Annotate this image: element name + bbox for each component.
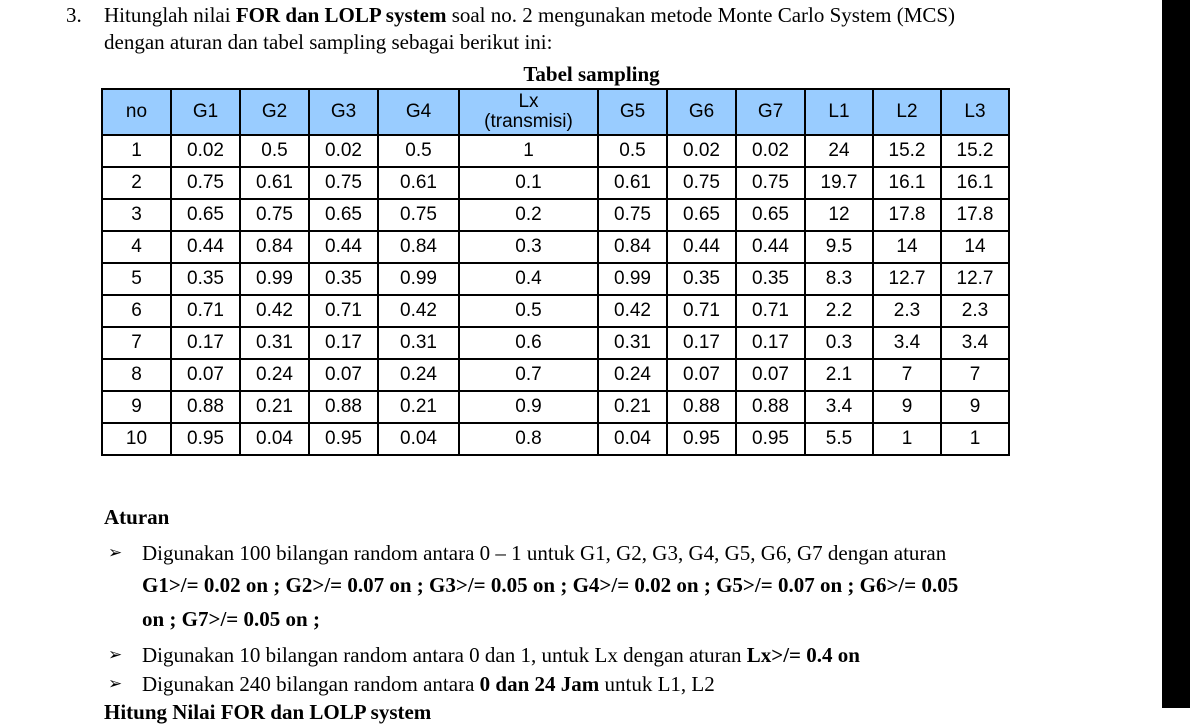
table-cell: 0.71 bbox=[667, 295, 736, 327]
header-lx-label: Lx bbox=[518, 91, 539, 112]
rule-3-text-pre: Digunakan 240 bilangan random antara bbox=[142, 672, 480, 696]
table-cell: 5.5 bbox=[805, 423, 873, 455]
table-cell: 0.84 bbox=[598, 231, 667, 263]
table-cell: 0.2 bbox=[459, 199, 598, 231]
table-row bbox=[102, 327, 1009, 359]
arrowhead-bullet-icon: ➢ bbox=[108, 645, 123, 665]
table-cell: 0.99 bbox=[240, 263, 309, 295]
table-row bbox=[102, 391, 1009, 423]
table-cell: 24 bbox=[805, 135, 873, 167]
table-cell: 0.95 bbox=[667, 423, 736, 455]
table-cell: 0.02 bbox=[309, 135, 378, 167]
table-cell: 0.88 bbox=[667, 391, 736, 423]
table-cell: 1 bbox=[873, 423, 941, 455]
rule-1-conditions-line-1: G1>/= 0.02 on ; G2>/= 0.07 on ; G3>/= 0.05 on ; G4>/= 0.02 on ; G5>/= 0.07 on ; G6>/= 0.05 bbox=[142, 573, 959, 597]
header-no: no bbox=[102, 89, 171, 135]
table-cell: 0.84 bbox=[378, 231, 459, 263]
table-cell: 0.71 bbox=[309, 295, 378, 327]
header-l2: L2 bbox=[873, 89, 941, 135]
table-cell: 0.31 bbox=[378, 327, 459, 359]
table-cell: 14 bbox=[941, 231, 1009, 263]
table-cell: 19.7 bbox=[805, 167, 873, 199]
table-cell: 0.88 bbox=[309, 391, 378, 423]
question-line-2: dengan aturan dan tabel sampling sebagai berikut ini: bbox=[104, 30, 553, 54]
table-cell: 0.5 bbox=[598, 135, 667, 167]
table-title: Tabel sampling bbox=[523, 62, 660, 86]
table-cell: 0.71 bbox=[171, 295, 240, 327]
table-cell: 0.02 bbox=[736, 135, 805, 167]
table-cell: 0.88 bbox=[171, 391, 240, 423]
table-cell: 15.2 bbox=[941, 135, 1009, 167]
question-text-post: soal no. 2 mengunakan metode Monte Carlo System (MCS) bbox=[446, 3, 956, 27]
arrowhead-bullet-icon: ➢ bbox=[108, 674, 123, 694]
table-cell: 5 bbox=[102, 263, 171, 295]
table-cell: 0.04 bbox=[378, 423, 459, 455]
question-number: 3. bbox=[66, 3, 82, 27]
rule-2-text: Digunakan 10 bilangan random antara 0 dan 1, untuk Lx dengan aturan bbox=[142, 643, 747, 667]
table-cell: 7 bbox=[941, 359, 1009, 391]
table-cell: 0.17 bbox=[171, 327, 240, 359]
table-cell: 0.44 bbox=[309, 231, 378, 263]
table-cell: 0.24 bbox=[240, 359, 309, 391]
table-cell: 0.3 bbox=[459, 231, 598, 263]
table-cell: 0.07 bbox=[667, 359, 736, 391]
table-cell: 0.04 bbox=[598, 423, 667, 455]
table-cell: 0.35 bbox=[736, 263, 805, 295]
header-g3: G3 bbox=[309, 89, 378, 135]
header-l3: L3 bbox=[941, 89, 1009, 135]
table-cell: 0.88 bbox=[736, 391, 805, 423]
table-cell: 0.75 bbox=[667, 167, 736, 199]
header-lx-sub: (transmisi) bbox=[484, 111, 573, 132]
table-cell: 0.44 bbox=[667, 231, 736, 263]
table-cell: 9 bbox=[102, 391, 171, 423]
table-cell: 0.02 bbox=[667, 135, 736, 167]
table-cell: 16.1 bbox=[941, 167, 1009, 199]
header-g6: G6 bbox=[667, 89, 736, 135]
table-cell: 0.17 bbox=[736, 327, 805, 359]
table-cell: 15.2 bbox=[873, 135, 941, 167]
table-cell: 16.1 bbox=[873, 167, 941, 199]
table-cell: 1 bbox=[941, 423, 1009, 455]
table-header-row bbox=[102, 89, 1009, 135]
rule-1 bbox=[104, 538, 958, 568]
rule-2 bbox=[104, 640, 958, 670]
table-cell: 0.04 bbox=[240, 423, 309, 455]
table-cell: 0.4 bbox=[459, 263, 598, 295]
table-cell: 4 bbox=[102, 231, 171, 263]
table-body bbox=[102, 135, 1009, 455]
table-cell: 0.7 bbox=[459, 359, 598, 391]
table-cell: 0.42 bbox=[240, 295, 309, 327]
table-cell: 2.3 bbox=[873, 295, 941, 327]
sampling-table bbox=[101, 88, 1010, 456]
table-cell: 7 bbox=[873, 359, 941, 391]
table-cell: 12 bbox=[805, 199, 873, 231]
final-instruction: Hitung Nilai FOR dan LOLP system bbox=[104, 700, 432, 724]
table-cell: 0.99 bbox=[598, 263, 667, 295]
table-row bbox=[102, 199, 1009, 231]
table-cell: 0.35 bbox=[171, 263, 240, 295]
table-cell: 0.21 bbox=[240, 391, 309, 423]
table-cell: 9.5 bbox=[805, 231, 873, 263]
table-cell: 0.61 bbox=[598, 167, 667, 199]
table-cell: 2.1 bbox=[805, 359, 873, 391]
rule-3-range: 0 dan 24 Jam bbox=[479, 672, 600, 696]
table-cell: 0.75 bbox=[171, 167, 240, 199]
table-cell: 8 bbox=[102, 359, 171, 391]
table-cell: 0.07 bbox=[736, 359, 805, 391]
table-row bbox=[102, 423, 1009, 455]
table-cell: 0.35 bbox=[667, 263, 736, 295]
table-cell: 0.24 bbox=[378, 359, 459, 391]
table-cell: 0.61 bbox=[378, 167, 459, 199]
table-cell: 9 bbox=[941, 391, 1009, 423]
table-cell: 9 bbox=[873, 391, 941, 423]
table-cell: 0.31 bbox=[598, 327, 667, 359]
table-cell: 10 bbox=[102, 423, 171, 455]
question-line-1 bbox=[66, 2, 955, 28]
table-cell: 0.84 bbox=[240, 231, 309, 263]
header-g2: G2 bbox=[240, 89, 309, 135]
table-cell: 0.75 bbox=[598, 199, 667, 231]
header-g7: G7 bbox=[736, 89, 805, 135]
table-cell: 0.61 bbox=[240, 167, 309, 199]
table-row bbox=[102, 231, 1009, 263]
table-cell: 2.3 bbox=[941, 295, 1009, 327]
table-cell: 8.3 bbox=[805, 263, 873, 295]
table-cell: 0.99 bbox=[378, 263, 459, 295]
table-cell: 17.8 bbox=[873, 199, 941, 231]
rules-section bbox=[104, 504, 958, 726]
table-cell: 0.6 bbox=[459, 327, 598, 359]
table-cell: 0.65 bbox=[736, 199, 805, 231]
table-cell: 17.8 bbox=[941, 199, 1009, 231]
table-cell: 0.5 bbox=[459, 295, 598, 327]
table-cell: 0.9 bbox=[459, 391, 598, 423]
header-lx bbox=[459, 89, 598, 135]
table-cell: 6 bbox=[102, 295, 171, 327]
table-row bbox=[102, 263, 1009, 295]
question-text-bold: FOR dan LOLP system bbox=[235, 3, 447, 27]
table-row bbox=[102, 135, 1009, 167]
table-cell: 0.07 bbox=[171, 359, 240, 391]
table-cell: 0.21 bbox=[598, 391, 667, 423]
table-cell: 0.42 bbox=[598, 295, 667, 327]
table-cell: 0.07 bbox=[309, 359, 378, 391]
table-cell: 0.42 bbox=[378, 295, 459, 327]
table-cell: 12.7 bbox=[941, 263, 1009, 295]
right-edge-bar bbox=[1162, 0, 1190, 708]
table-cell: 0.3 bbox=[805, 327, 873, 359]
table-cell: 7 bbox=[102, 327, 171, 359]
table-row bbox=[102, 359, 1009, 391]
table-cell: 2 bbox=[102, 167, 171, 199]
arrowhead-bullet-icon: ➢ bbox=[108, 543, 123, 563]
header-g4: G4 bbox=[378, 89, 459, 135]
table-cell: 0.75 bbox=[736, 167, 805, 199]
table-cell: 12.7 bbox=[873, 263, 941, 295]
rule-3 bbox=[104, 670, 958, 698]
rule-1-conditions-line-2: on ; G7>/= 0.05 on ; bbox=[142, 607, 320, 631]
table-cell: 0.02 bbox=[171, 135, 240, 167]
question-text-pre: Hitunglah nilai bbox=[104, 3, 236, 27]
table-cell: 14 bbox=[873, 231, 941, 263]
header-g5: G5 bbox=[598, 89, 667, 135]
table-cell: 3.4 bbox=[805, 391, 873, 423]
table-cell: 0.44 bbox=[171, 231, 240, 263]
table-cell: 0.5 bbox=[378, 135, 459, 167]
table-cell: 0.31 bbox=[240, 327, 309, 359]
table-cell: 1 bbox=[102, 135, 171, 167]
table-cell: 0.95 bbox=[309, 423, 378, 455]
table-cell: 0.5 bbox=[240, 135, 309, 167]
table-cell: 2.2 bbox=[805, 295, 873, 327]
table-cell: 0.75 bbox=[378, 199, 459, 231]
table-cell: 0.1 bbox=[459, 167, 598, 199]
table-cell: 0.95 bbox=[171, 423, 240, 455]
rules-title: Aturan bbox=[104, 505, 170, 529]
rule-2-condition: Lx>/= 0.4 on bbox=[746, 643, 860, 667]
table-cell: 0.21 bbox=[378, 391, 459, 423]
table-cell: 0.95 bbox=[736, 423, 805, 455]
table-cell: 0.17 bbox=[309, 327, 378, 359]
table-cell: 3 bbox=[102, 199, 171, 231]
table-cell: 0.75 bbox=[309, 167, 378, 199]
table-cell: 0.65 bbox=[309, 199, 378, 231]
table-cell: 3.4 bbox=[941, 327, 1009, 359]
table-cell: 0.75 bbox=[240, 199, 309, 231]
table-cell: 0.17 bbox=[667, 327, 736, 359]
table-cell: 3.4 bbox=[873, 327, 941, 359]
header-l1: L1 bbox=[805, 89, 873, 135]
table-row bbox=[102, 295, 1009, 327]
rule-1-text: Digunakan 100 bilangan random antara 0 – 1 untuk G1, G2, G3, G4, G5, G6, G7 dengan aturan bbox=[142, 541, 947, 565]
table-cell: 0.71 bbox=[736, 295, 805, 327]
table-cell: 0.24 bbox=[598, 359, 667, 391]
table-cell: 0.8 bbox=[459, 423, 598, 455]
table-cell: 0.65 bbox=[171, 199, 240, 231]
table-row bbox=[102, 167, 1009, 199]
rule-3-text-post: untuk L1, L2 bbox=[599, 672, 715, 696]
table-cell: 0.35 bbox=[309, 263, 378, 295]
header-g1: G1 bbox=[171, 89, 240, 135]
table-cell: 0.65 bbox=[667, 199, 736, 231]
table-cell: 0.44 bbox=[736, 231, 805, 263]
table-cell: 1 bbox=[459, 135, 598, 167]
